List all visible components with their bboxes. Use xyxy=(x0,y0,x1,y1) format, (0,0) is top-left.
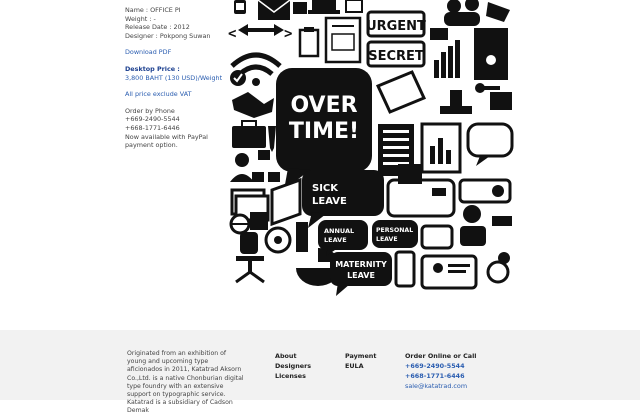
paypal-note-1: Now available with PayPal xyxy=(125,132,208,141)
tie-icon xyxy=(268,126,276,152)
office-icons-illustration xyxy=(228,0,518,298)
user-icon xyxy=(230,153,254,182)
person-desk-icon xyxy=(460,205,486,246)
chair-icon xyxy=(236,232,264,282)
urgent-label: URGENT xyxy=(366,19,426,34)
id-card-icon xyxy=(422,256,476,288)
sick-leave-line1: SICK xyxy=(312,183,339,194)
handshake-icon xyxy=(232,92,274,118)
key-icon xyxy=(475,83,500,93)
font-specimen-artwork xyxy=(228,0,518,298)
laptop-icon xyxy=(308,0,340,14)
footer-link-payment[interactable]: Payment xyxy=(345,352,377,360)
clock-icon xyxy=(488,252,510,282)
secret-stamp xyxy=(368,42,424,66)
envelope-stack-icon xyxy=(378,72,424,112)
footer-links-col1 xyxy=(275,351,311,381)
footer-order-contact xyxy=(405,351,477,391)
sick-leave-line2: LEAVE xyxy=(312,196,347,207)
form-document-icon xyxy=(326,18,360,62)
network-icon xyxy=(252,150,280,182)
personal-leave-line1: PERSONAL xyxy=(376,227,414,234)
folder-icon xyxy=(293,2,307,14)
stamp-icon xyxy=(440,90,472,114)
arrows-icon xyxy=(238,24,284,36)
phone-number-2: +668-1771-6446 xyxy=(125,123,180,132)
svg-text:<: < xyxy=(228,26,237,42)
download-pdf-link[interactable]: Download PDF xyxy=(125,48,172,57)
price-heading: Desktop Price : xyxy=(125,64,180,73)
price-value: 3,800 BAHT (130 USD)/Weight xyxy=(125,73,223,82)
release-date: Release Date : 2012 xyxy=(125,23,190,32)
binder-icon xyxy=(474,28,508,80)
calendar-icon xyxy=(250,212,268,230)
order-by-phone-label: Order by Phone xyxy=(125,106,175,115)
order-phone-2[interactable]: +668-1771-6446 xyxy=(405,372,465,380)
screen-icon xyxy=(490,92,512,110)
bottle-icon xyxy=(296,222,308,252)
people-icon xyxy=(444,0,480,26)
footer-link-designers[interactable]: Designers xyxy=(275,362,312,370)
phone-icon xyxy=(234,0,246,14)
annual-leave-line1: ANNUAL xyxy=(324,227,355,235)
pen-icon xyxy=(492,216,512,226)
site-footer xyxy=(0,330,640,415)
box-icon xyxy=(272,180,300,224)
svg-text:>: > xyxy=(284,26,293,42)
maternity-leave-line1: MATERNITY xyxy=(335,260,387,269)
chat-bubble-icon xyxy=(468,124,512,166)
order-phone-1[interactable]: +669-2490-5544 xyxy=(405,362,465,370)
designer: Designer : Pokpong Suwan xyxy=(125,31,211,40)
cd-icon xyxy=(266,228,290,252)
font-weight: Weight : - xyxy=(125,14,156,23)
check-icon xyxy=(230,70,246,86)
document-icon xyxy=(346,0,362,12)
maternity-leave-line2: LEAVE xyxy=(347,271,375,280)
urgent-stamp xyxy=(366,12,426,36)
order-email-link[interactable]: sale@katatrad.com xyxy=(405,382,468,390)
secret-label: SECRET xyxy=(368,49,424,64)
footer-about-text: Originated from an exhibition of young and upcoming type aficionados in 2011, Katatrad Aksorn Co.,Ltd. is a native Chonburian digital type foundry with an extensive support on typographic service. Katatrad is a subsidiary of Cadson Demak xyxy=(127,350,244,415)
maternity-leave-bubble xyxy=(330,252,392,296)
bar-chart-icon xyxy=(434,40,460,78)
phone-number-1: +669-2490-5544 xyxy=(125,115,180,124)
sick-leave-bubble xyxy=(302,170,384,228)
paypal-note-2: payment option. xyxy=(125,141,178,150)
annual-leave-line2: LEAVE xyxy=(324,236,347,244)
footer-link-about[interactable]: About xyxy=(275,352,297,360)
briefcase-icon xyxy=(232,121,266,148)
overtime-line2: TIME! xyxy=(288,119,360,144)
mail-icon xyxy=(430,28,448,40)
globe-icon xyxy=(231,215,249,233)
footer-link-licenses[interactable]: Licenses xyxy=(275,372,306,380)
hand-icon xyxy=(486,2,510,22)
telephone-icon xyxy=(422,226,452,248)
product-info-panel xyxy=(125,6,225,150)
clipboard-icon xyxy=(300,27,318,56)
font-name: Name : OFFICE PI xyxy=(125,6,181,14)
personal-leave-line2: LEAVE xyxy=(376,236,398,243)
personal-leave-bubble xyxy=(372,220,418,248)
envelope-icon xyxy=(258,0,290,20)
trash-bin-icon xyxy=(396,252,414,286)
footer-link-eula[interactable]: EULA xyxy=(345,362,364,370)
footer-links-col2 xyxy=(345,351,376,371)
projector-icon xyxy=(460,180,510,202)
order-heading: Order Online or Call xyxy=(405,352,477,360)
overtime-line1: OVER xyxy=(290,93,358,118)
chart-board-icon xyxy=(422,124,460,172)
vat-note: All price exclude VAT xyxy=(125,90,192,99)
